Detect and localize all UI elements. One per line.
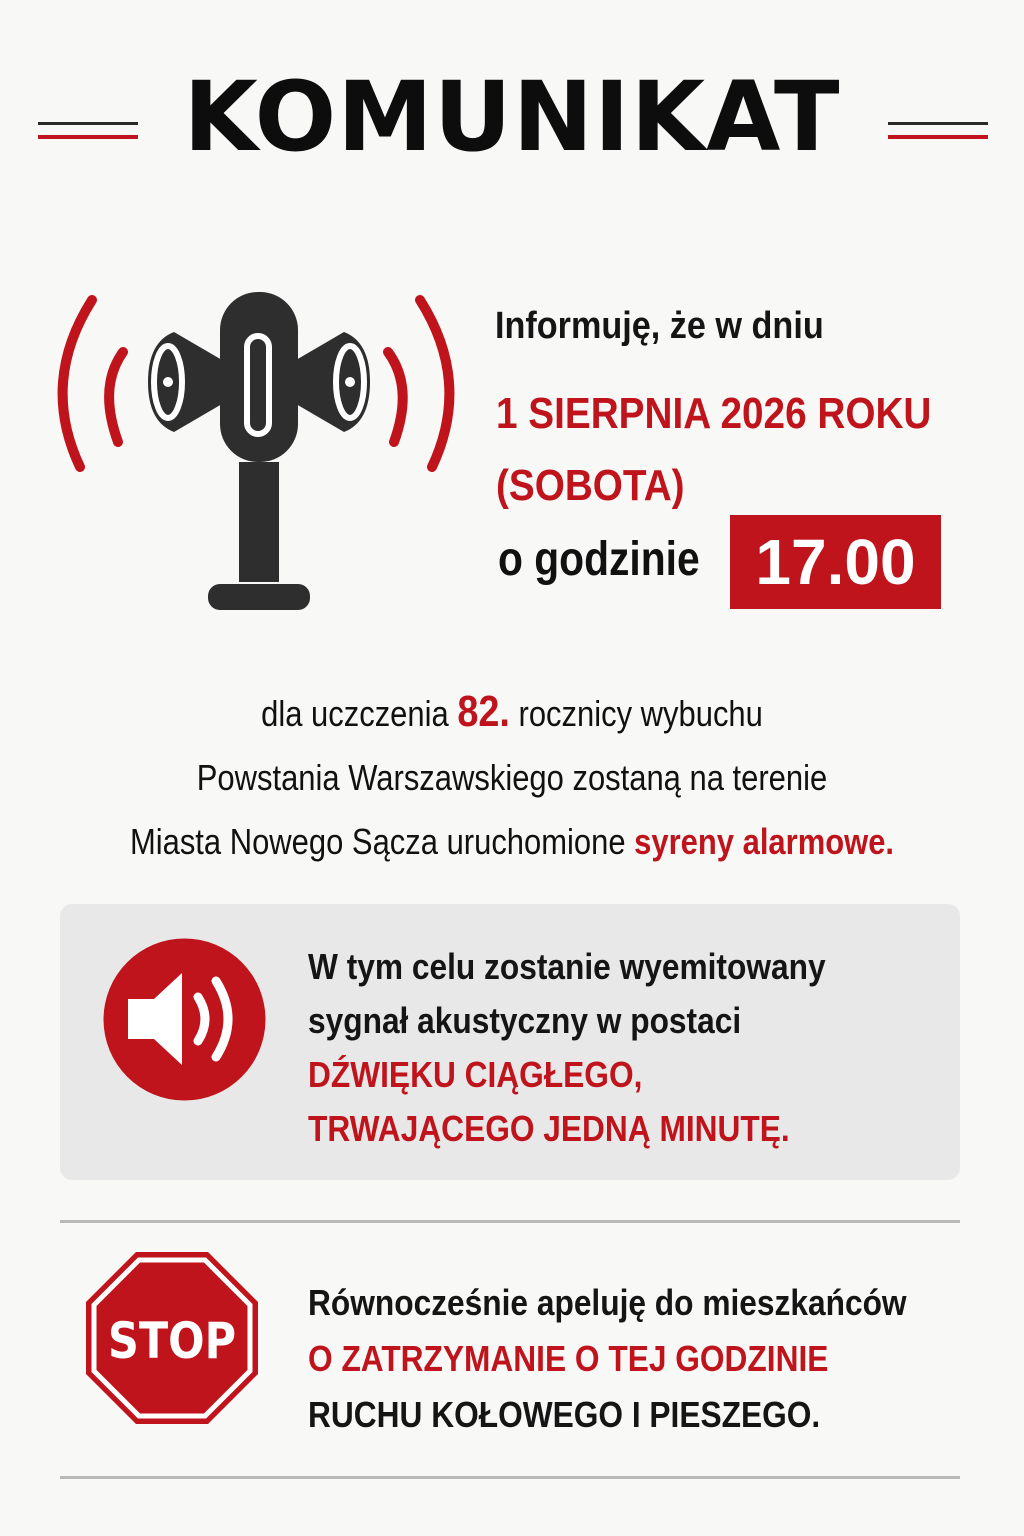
paragraph-line1 — [72, 680, 953, 746]
header-decoration-right — [888, 122, 988, 139]
stop-line2: O ZATRZYMANIE O TEJ GODZINIE — [308, 1338, 829, 1379]
signal-line3: DŹWIĘKU CIĄGŁEGO, — [308, 1054, 643, 1095]
stop-line3: RUCHU KOŁOWEGO I PIESZEGO. — [308, 1394, 821, 1435]
paragraph-text: dla uczczenia — [261, 693, 458, 734]
stop-appeal — [308, 1275, 907, 1443]
siren-icon — [40, 282, 470, 622]
divider — [60, 1476, 960, 1479]
stop-sign-label: STOP — [108, 1312, 236, 1370]
event-date — [496, 378, 931, 522]
time-prefix: o godzinie — [498, 533, 700, 586]
paragraph-line3 — [72, 810, 953, 874]
paragraph-text: Miasta Nowego Sącza uruchomione — [129, 821, 635, 862]
signal-description — [308, 940, 826, 1156]
signal-line2: sygnał akustyczny w postaci — [308, 1000, 742, 1041]
stop-sign-icon — [84, 1250, 260, 1426]
event-date-line1: 1 SIERPNIA 2026 ROKU — [496, 389, 932, 438]
event-date-line2: (SOBOTA) — [496, 461, 685, 510]
anniversary-number: 82. — [457, 687, 510, 736]
stop-line1: Równocześnie apeluję do mieszkańców — [308, 1282, 907, 1323]
info-paragraph — [72, 680, 953, 874]
signal-line4: TRWAJĄCEGO JEDNĄ MINUTĘ. — [308, 1108, 790, 1149]
intro-text: Informuję, że w dniu — [495, 305, 824, 347]
paragraph-line2: Powstania Warszawskiego zostaną na terenie — [196, 757, 828, 798]
paragraph-text: rocznicy wybuchu — [509, 693, 763, 734]
time-badge: 17.00 — [730, 515, 941, 609]
divider — [60, 1220, 960, 1223]
page-title: KOMUNIKAT — [183, 61, 841, 173]
sirens-highlight: syreny alarmowe. — [634, 821, 895, 862]
signal-line1: W tym celu zostanie wyemitowany — [308, 946, 826, 987]
speaker-icon — [102, 937, 267, 1102]
